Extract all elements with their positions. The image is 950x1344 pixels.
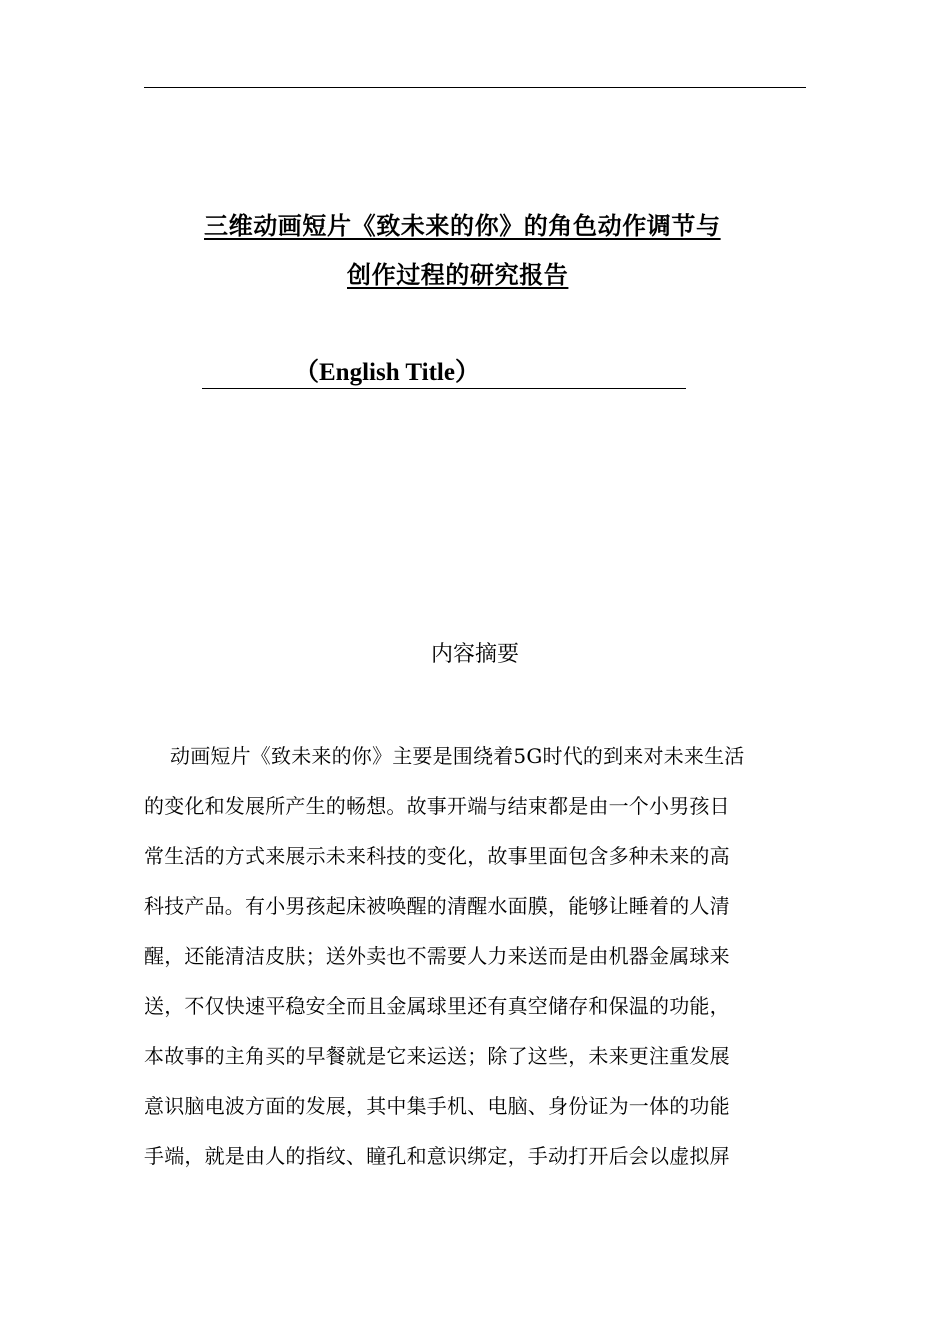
- english-title-field: [202, 358, 686, 389]
- abstract-line: 送，不仅快速平稳安全而且金属球里还有真空储存和保温的功能，: [144, 994, 730, 1018]
- abstract-line: 醒，还能清洁皮肤；送外卖也不需要人力来送而是由机器金属球来: [144, 944, 730, 968]
- abstract-line: 本故事的主角买的早餐就是它来运送；除了这些，未来更注重发展: [144, 1044, 730, 1068]
- document-title-line-1: 三维动画短片《致未来的你》的角色动作调节与: [204, 212, 721, 240]
- abstract-line: 常生活的方式来展示未来科技的变化，故事里面包含多种未来的高: [144, 844, 730, 868]
- abstract-line: 科技产品。有小男孩起床被唤醒的清醒水面膜，能够让睡着的人清: [144, 894, 730, 918]
- header-rule: [144, 87, 806, 88]
- english-title: （English Title）: [294, 359, 480, 386]
- abstract-line: 动画短片《致未来的你》主要是围绕着5G时代的到来对未来生活: [170, 744, 745, 768]
- abstract-line: 意识脑电波方面的发展，其中集手机、电脑、身份证为一体的功能: [144, 1094, 730, 1118]
- document-title-line-2: 创作过程的研究报告: [347, 261, 569, 289]
- abstract-body: [144, 741, 808, 1191]
- abstract-line: 的变化和发展所产生的畅想。故事开端与结束都是由一个小男孩日: [144, 794, 730, 818]
- abstract-heading: 内容摘要: [430, 642, 519, 667]
- abstract-line: 手端，就是由人的指纹、瞳孔和意识绑定，手动打开后会以虚拟屏: [144, 1144, 730, 1168]
